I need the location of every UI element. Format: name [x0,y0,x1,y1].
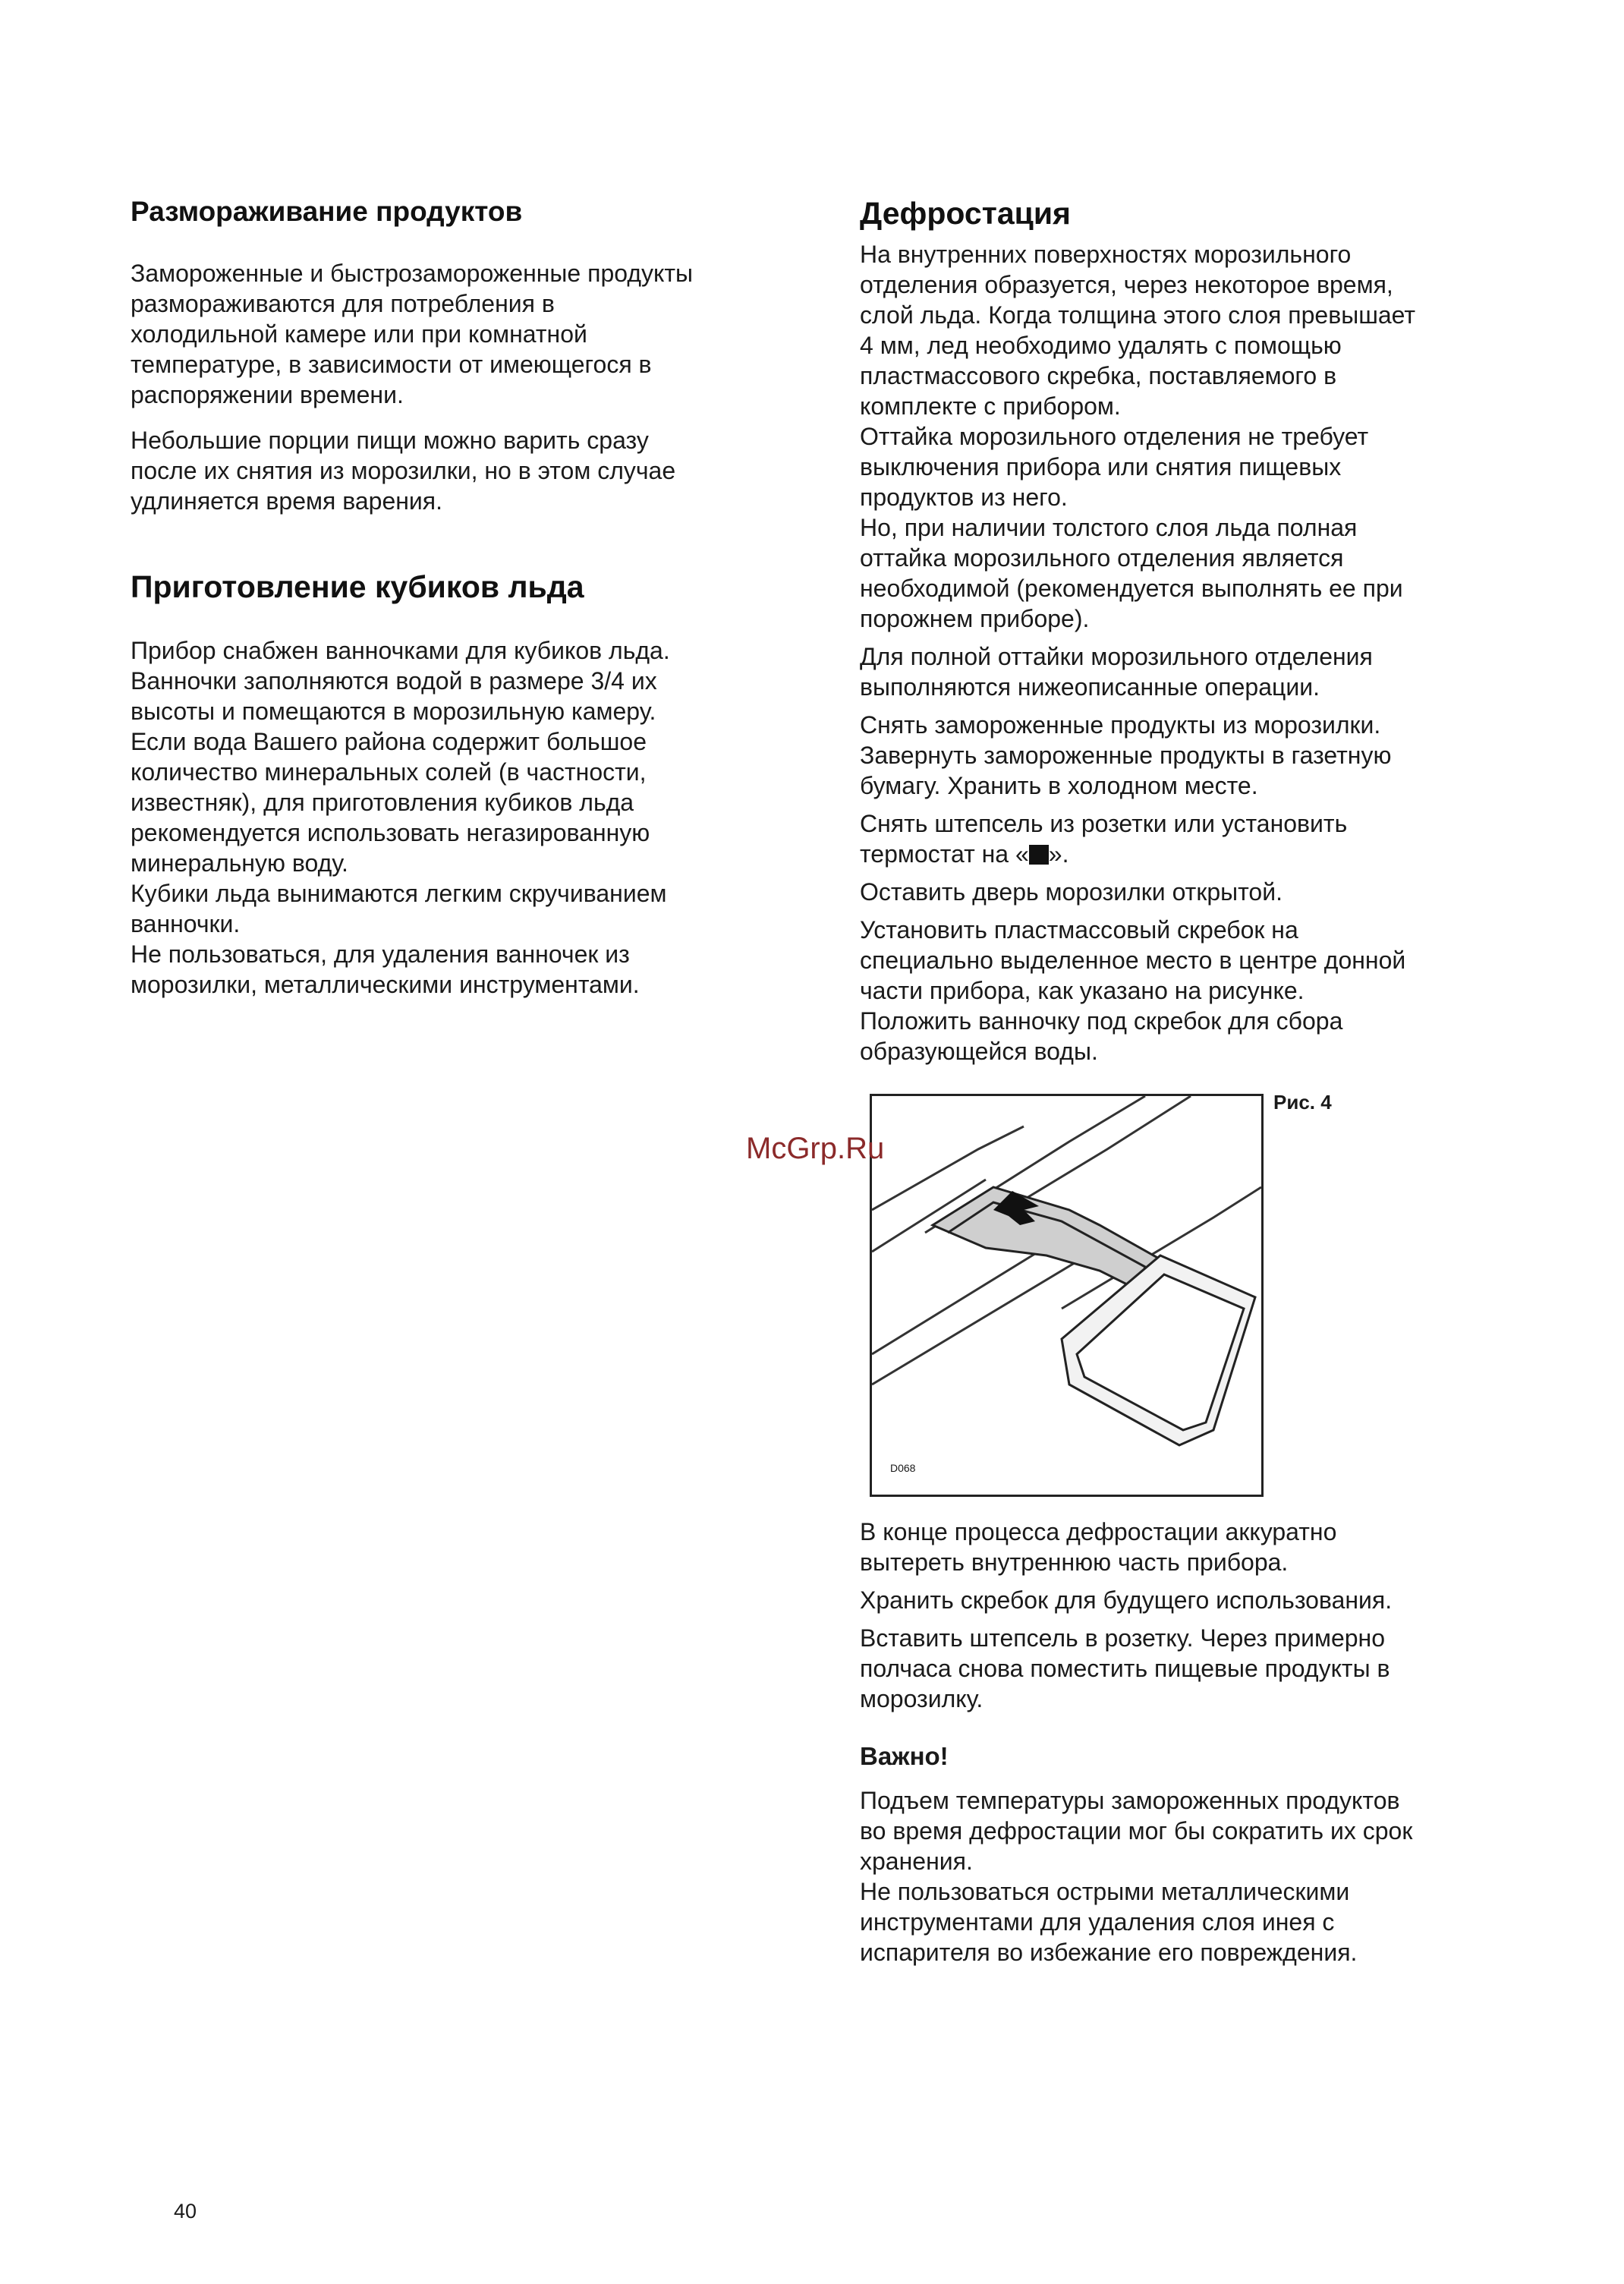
watermark-text: McGrp.Ru [746,1132,885,1165]
text-line: Оттайка морозильного отделения не требует [860,423,1369,450]
para-thawing-1 [131,258,798,410]
text-line: полчаса снова поместить пищевые продукты в [860,1655,1390,1682]
text-line: выполняются нижеописанные операции. [860,673,1320,701]
text-line: Завернуть замороженные продукты в газетную [860,742,1392,769]
text-line: размораживаются для потребления в [131,290,555,317]
text-line: инструментами для удаления слоя инея с [860,1908,1335,1936]
text-line: комплекте с прибором. [860,392,1121,420]
heading-thawing: Размораживание продуктов [131,196,523,227]
text-line: высоты и помещаются в морозильную камеру. [131,698,656,725]
text-line: слой льда. Когда толщина этого слоя превышает [860,301,1416,329]
text-line: Подъем температуры замороженных продуктов [860,1787,1400,1814]
heading-ice-cubes: Приготовление кубиков льда [131,569,584,604]
text-line: части прибора, как указано на рисунке. [860,977,1305,1004]
para-defrost-1 [860,239,1528,634]
text-line: Положить ванночку под скребок для сбора [860,1007,1343,1035]
text-line: Но, при наличии толстого слоя льда полная [860,514,1358,541]
text-line: Снять замороженные продукты из морозилки. [860,711,1381,739]
text-line: На внутренних поверхностях морозильного [860,241,1352,268]
para-defrost-8: Хранить скребок для будущего использования. [860,1586,1393,1614]
text-line: 4 мм, лед необходимо удалять с помощью [860,332,1342,359]
figure-label: Рис. 4 [1273,1091,1332,1114]
text-line: после их снятия из морозилки, но в этом случае [131,457,676,484]
text-line: морозилку. [860,1685,984,1712]
line-part: термостат на « [860,840,1029,868]
text-line: порожнем приборе). [860,605,1090,632]
left-column [131,196,798,1000]
text-line: испарителя во избежание его повреждения. [860,1939,1358,1966]
scraper-illustration-icon [872,1096,1261,1495]
text-line: Прибор снабжен ванночками для кубиков льда. [131,637,670,664]
text-line: выключения прибора или снятия пищевых [860,453,1342,480]
text-line: Для полной оттайки морозильного отделения [860,643,1373,670]
text-line: Установить пластмассовый скребок на [860,916,1298,944]
para-defrost-9 [860,1623,1528,1714]
text-line: оттайка морозильного отделения является [860,544,1344,572]
text-line: хранения. [860,1848,973,1875]
text-line: пластмассового скребка, поставляемого в [860,362,1337,389]
text-line: продуктов из него. [860,484,1068,511]
figure-4 [746,1091,1528,1507]
right-column [746,196,1528,1967]
text-line: образующейся воды. [860,1038,1098,1065]
text-line: Небольшие порции пищи можно варить сразу [131,427,649,454]
text-line: Вставить штепсель в розетку. Через примерно [860,1624,1385,1652]
thermostat-off-icon [1029,845,1049,865]
heading-defrost: Дефростация [860,196,1071,231]
para-defrost-4 [860,808,1528,869]
text-line: ванночки. [131,910,241,937]
text-line: распоряжении времени. [131,381,404,408]
figure-code: D068 [890,1462,916,1474]
para-defrost-3 [860,710,1528,801]
line [860,839,1528,869]
text-line: вытереть внутреннюю часть прибора. [860,1548,1289,1576]
text-line: минеральную воду. [131,849,348,877]
text-line: морозилки, металлическими инструментами. [131,971,640,998]
important-heading: Важно! [860,1742,949,1770]
text-line: известняк), для приготовления кубиков льда [131,789,634,816]
text-line: температуре, в зависимости от имеющегося в [131,351,652,378]
text-line: отделения образуется, через некоторое время, [860,271,1393,298]
para-defrost-6 [860,915,1528,1066]
figure-illustration [870,1094,1264,1497]
text-line: бумагу. Хранить в холодном месте. [860,772,1258,799]
text-line: необходимой (рекомендуется выполнять ее при [860,575,1403,602]
para-defrost-5: Оставить дверь морозилки открытой. [860,878,1283,906]
line: Снять штепсель из розетки или установить [860,810,1348,837]
page-number: 40 [174,2200,197,2223]
para-defrost-7 [860,1517,1528,1577]
text-line: Кубики льда вынимаются легким скручиванием [131,880,667,907]
text-line: В конце процесса дефростации аккуратно [860,1518,1337,1545]
text-line: Не пользоваться, для удаления ванночек из [131,940,630,968]
text-line: во время дефростации мог бы сократить их срок [860,1817,1413,1845]
para-ice-cubes [131,635,798,1000]
text-line: Если вода Вашего района содержит большое [131,728,647,755]
text-line: Замороженные и быстрозамороженные продукты [131,260,694,287]
text-line: количество минеральных солей (в частности, [131,758,647,786]
para-defrost-2 [860,641,1528,702]
text-line: Ванночки заполняются водой в размере 3/4 их [131,667,657,695]
text-line: удлиняется время варения. [131,487,443,515]
line-part: ». [1048,840,1069,868]
para-thawing-2 [131,425,798,516]
para-important [860,1785,1528,1967]
text-line: холодильной камере или при комнатной [131,320,587,348]
text-line: специально выделенное место в центре донной [860,947,1406,974]
text-line: Не пользоваться острыми металлическими [860,1878,1350,1905]
text-line: рекомендуется использовать негазированную [131,819,650,846]
